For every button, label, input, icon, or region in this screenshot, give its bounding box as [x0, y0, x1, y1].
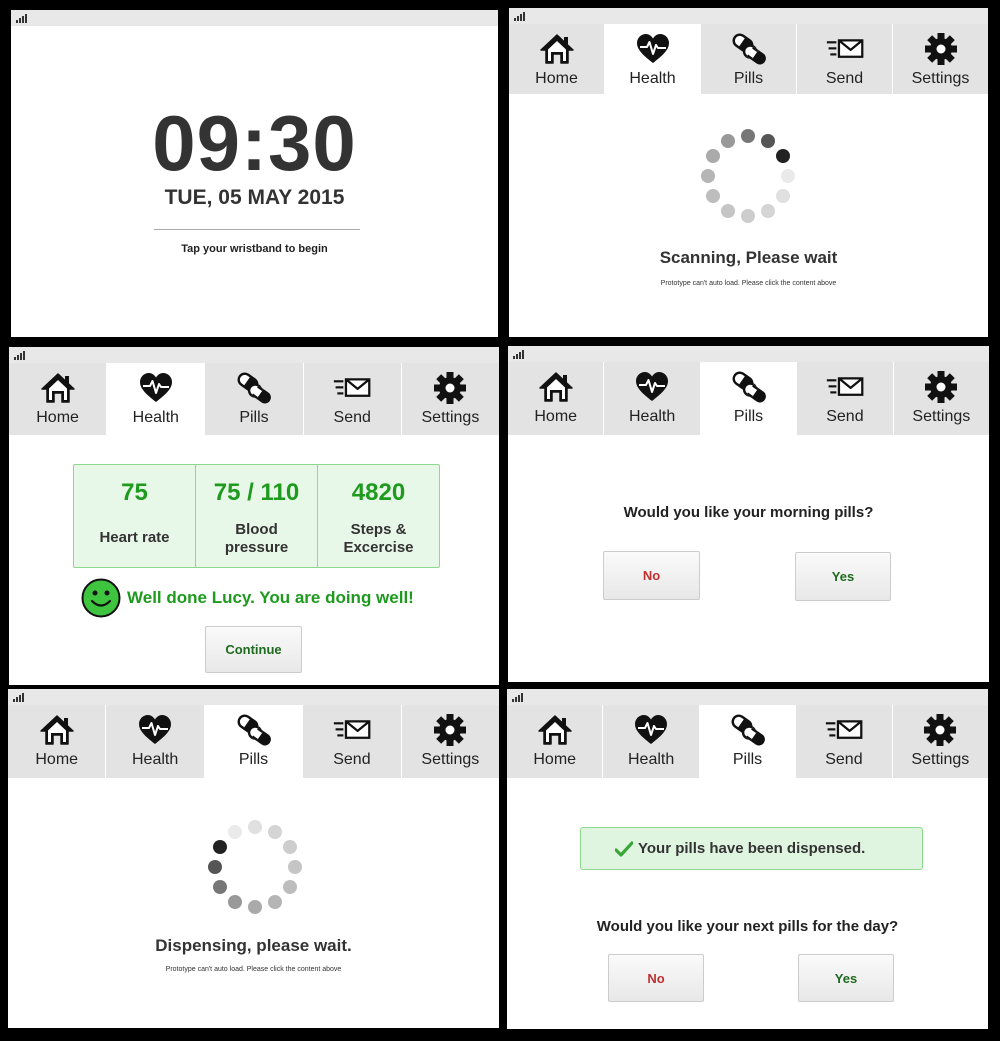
tab-pills[interactable] [205, 705, 303, 778]
tab-home[interactable] [8, 705, 106, 778]
nav-bar [508, 362, 989, 435]
tab-label: Pills [733, 70, 764, 87]
send-mail-icon [332, 712, 372, 748]
status-bar [508, 346, 989, 362]
tab-label: Send [826, 408, 864, 425]
dispensing-message: Dispensing, please wait. [155, 936, 352, 955]
heart-pulse-icon [633, 31, 673, 67]
pills-icon [728, 712, 768, 748]
spinner-dot [283, 880, 297, 894]
tab-home[interactable] [508, 362, 604, 435]
tab-label: Health [132, 409, 179, 426]
tab-label: Health [628, 408, 676, 425]
tab-label: Settings [912, 408, 971, 425]
spinner-dot [208, 860, 222, 874]
dispensing-screen [8, 689, 499, 1028]
tab-health[interactable] [106, 705, 204, 778]
spinner-dot [248, 820, 262, 834]
tab-label: Home [35, 751, 79, 768]
stat-label: Steps & Excercise [343, 521, 414, 556]
spinner-dot [721, 134, 735, 148]
spinner-dot [776, 189, 790, 203]
tab-settings[interactable] [893, 705, 988, 778]
tab-health[interactable] [107, 363, 205, 435]
scanning-screen [509, 8, 988, 337]
morning-pills-screen [508, 346, 989, 682]
spinner-dot [761, 204, 775, 218]
checkmark-icon [615, 841, 633, 857]
stat-value: 75 / 110 [213, 479, 300, 506]
no-button[interactable]: No [603, 551, 700, 600]
tab-home[interactable] [507, 705, 603, 778]
tab-send[interactable] [797, 362, 893, 435]
alert-message: Your pills have been dispensed. [638, 840, 866, 857]
continue-button[interactable]: Continue [205, 626, 302, 673]
home-icon [536, 369, 576, 405]
spinner-dot [288, 860, 302, 874]
signal-icon [514, 12, 528, 21]
signal-icon [14, 351, 28, 360]
tab-send[interactable] [304, 363, 402, 435]
spinner-dot [781, 169, 795, 183]
spinner-dot [701, 169, 715, 183]
stat-value: 75 [121, 479, 148, 506]
stat-label: Heart rate [99, 529, 170, 546]
tab-home[interactable] [9, 363, 107, 435]
spinner-dot [268, 825, 282, 839]
stat-value: 4820 [351, 479, 406, 506]
tab-label: Home [535, 70, 578, 87]
heart-pulse-icon [632, 369, 672, 405]
tab-settings[interactable] [893, 24, 988, 94]
send-mail-icon [332, 370, 372, 406]
tab-label: Health [627, 751, 675, 768]
gear-icon [921, 369, 961, 405]
tab-label: Pills [733, 408, 764, 425]
heart-pulse-icon [136, 370, 176, 406]
home-icon [537, 31, 577, 67]
stat-blood-pressure [196, 465, 318, 567]
yes-button[interactable]: Yes [795, 552, 891, 601]
tab-send[interactable] [797, 24, 893, 94]
next-pills-question: Would you like your next pills for the day? [596, 918, 899, 935]
send-mail-icon [825, 369, 865, 405]
tab-label: Settings [911, 70, 970, 87]
wristband-hint: Tap your wristband to begin [181, 243, 328, 255]
tab-send[interactable] [303, 705, 401, 778]
spinner-dot [706, 149, 720, 163]
spinner-dot [741, 209, 755, 223]
clock-date: TUE, 05 MAY 2015 [164, 186, 345, 209]
tab-home[interactable] [509, 24, 605, 94]
tab-label: Pills [732, 751, 763, 768]
tab-health[interactable] [603, 705, 699, 778]
spinner-dot [741, 129, 755, 143]
status-bar [11, 10, 498, 26]
gear-icon [430, 712, 470, 748]
nav-bar [8, 705, 499, 778]
scanning-message: Scanning, Please wait [659, 248, 838, 267]
signal-icon [16, 14, 30, 23]
tab-label: Settings [911, 751, 970, 768]
spinner-dot [228, 825, 242, 839]
status-bar [509, 8, 988, 24]
tab-health[interactable] [605, 24, 701, 94]
dispensed-screen [507, 689, 988, 1029]
clock-screen[interactable] [11, 10, 498, 337]
spinner-dot [248, 900, 262, 914]
gear-icon [430, 370, 470, 406]
nav-bar [9, 363, 499, 435]
stat-label: Blood pressure [224, 521, 289, 556]
spinner-dot [213, 880, 227, 894]
signal-icon [512, 693, 526, 702]
pills-icon [234, 712, 274, 748]
spinner-dot [761, 134, 775, 148]
heart-pulse-icon [631, 712, 671, 748]
gear-icon [921, 31, 961, 67]
home-icon [38, 370, 78, 406]
tab-settings[interactable] [402, 705, 499, 778]
nav-bar [507, 705, 988, 778]
tab-label: Send [825, 751, 863, 768]
morning-pills-question: Would you like your morning pills? [623, 504, 874, 521]
spinner-dot [283, 840, 297, 854]
tab-pills[interactable] [700, 705, 796, 778]
health-screen [9, 347, 499, 685]
tab-label: Send [825, 70, 864, 87]
no-button[interactable]: No [608, 954, 704, 1002]
tab-pills[interactable] [701, 362, 797, 435]
praise-row [81, 578, 414, 618]
tab-label: Health [131, 751, 179, 768]
divider [154, 229, 360, 230]
signal-icon [513, 350, 527, 359]
tab-label: Health [629, 70, 676, 87]
spinner-dot [706, 189, 720, 203]
home-icon [37, 712, 77, 748]
tab-label: Send [333, 751, 371, 768]
tab-label: Home [36, 409, 79, 426]
loading-spinner[interactable] [698, 126, 798, 226]
tab-label: Home [533, 751, 577, 768]
clock-time: 09:30 [152, 99, 357, 187]
yes-button[interactable]: Yes [798, 954, 894, 1002]
pills-icon [234, 370, 274, 406]
signal-icon [13, 693, 27, 702]
tab-settings[interactable] [402, 363, 499, 435]
heart-pulse-icon [135, 712, 175, 748]
prototype-note: Prototype can't auto load. Please click the content above [660, 280, 837, 287]
spinner-dot [268, 895, 282, 909]
tab-label: Pills [238, 751, 269, 768]
tab-label: Send [333, 409, 371, 426]
tab-label: Settings [421, 409, 480, 426]
stat-steps [318, 465, 439, 567]
home-icon [535, 712, 575, 748]
loading-spinner[interactable] [205, 817, 305, 917]
praise-message: Well done Lucy. You are doing well! [127, 588, 414, 607]
pills-icon [729, 31, 769, 67]
prototype-note: Prototype can't auto load. Please click the content above [165, 966, 342, 973]
tab-label: Pills [239, 409, 269, 426]
gear-icon [920, 712, 960, 748]
stat-heart-rate [74, 465, 196, 567]
tab-pills[interactable] [701, 24, 797, 94]
tab-send[interactable] [796, 705, 892, 778]
status-bar [9, 347, 499, 363]
spinner-dot [721, 204, 735, 218]
tab-settings[interactable] [894, 362, 989, 435]
status-bar [8, 689, 499, 705]
dispensed-alert [580, 827, 923, 870]
send-mail-icon [824, 712, 864, 748]
tab-label: Home [534, 408, 578, 425]
tab-health[interactable] [604, 362, 700, 435]
spinner-dot [213, 840, 227, 854]
send-mail-icon [825, 31, 865, 67]
status-bar [507, 689, 988, 705]
health-stats [73, 464, 440, 568]
nav-bar [509, 24, 988, 94]
spinner-dot [228, 895, 242, 909]
spinner-dot [776, 149, 790, 163]
pills-icon [729, 369, 769, 405]
tab-pills[interactable] [205, 363, 303, 435]
smiley-icon [81, 578, 121, 618]
tab-label: Settings [421, 751, 480, 768]
